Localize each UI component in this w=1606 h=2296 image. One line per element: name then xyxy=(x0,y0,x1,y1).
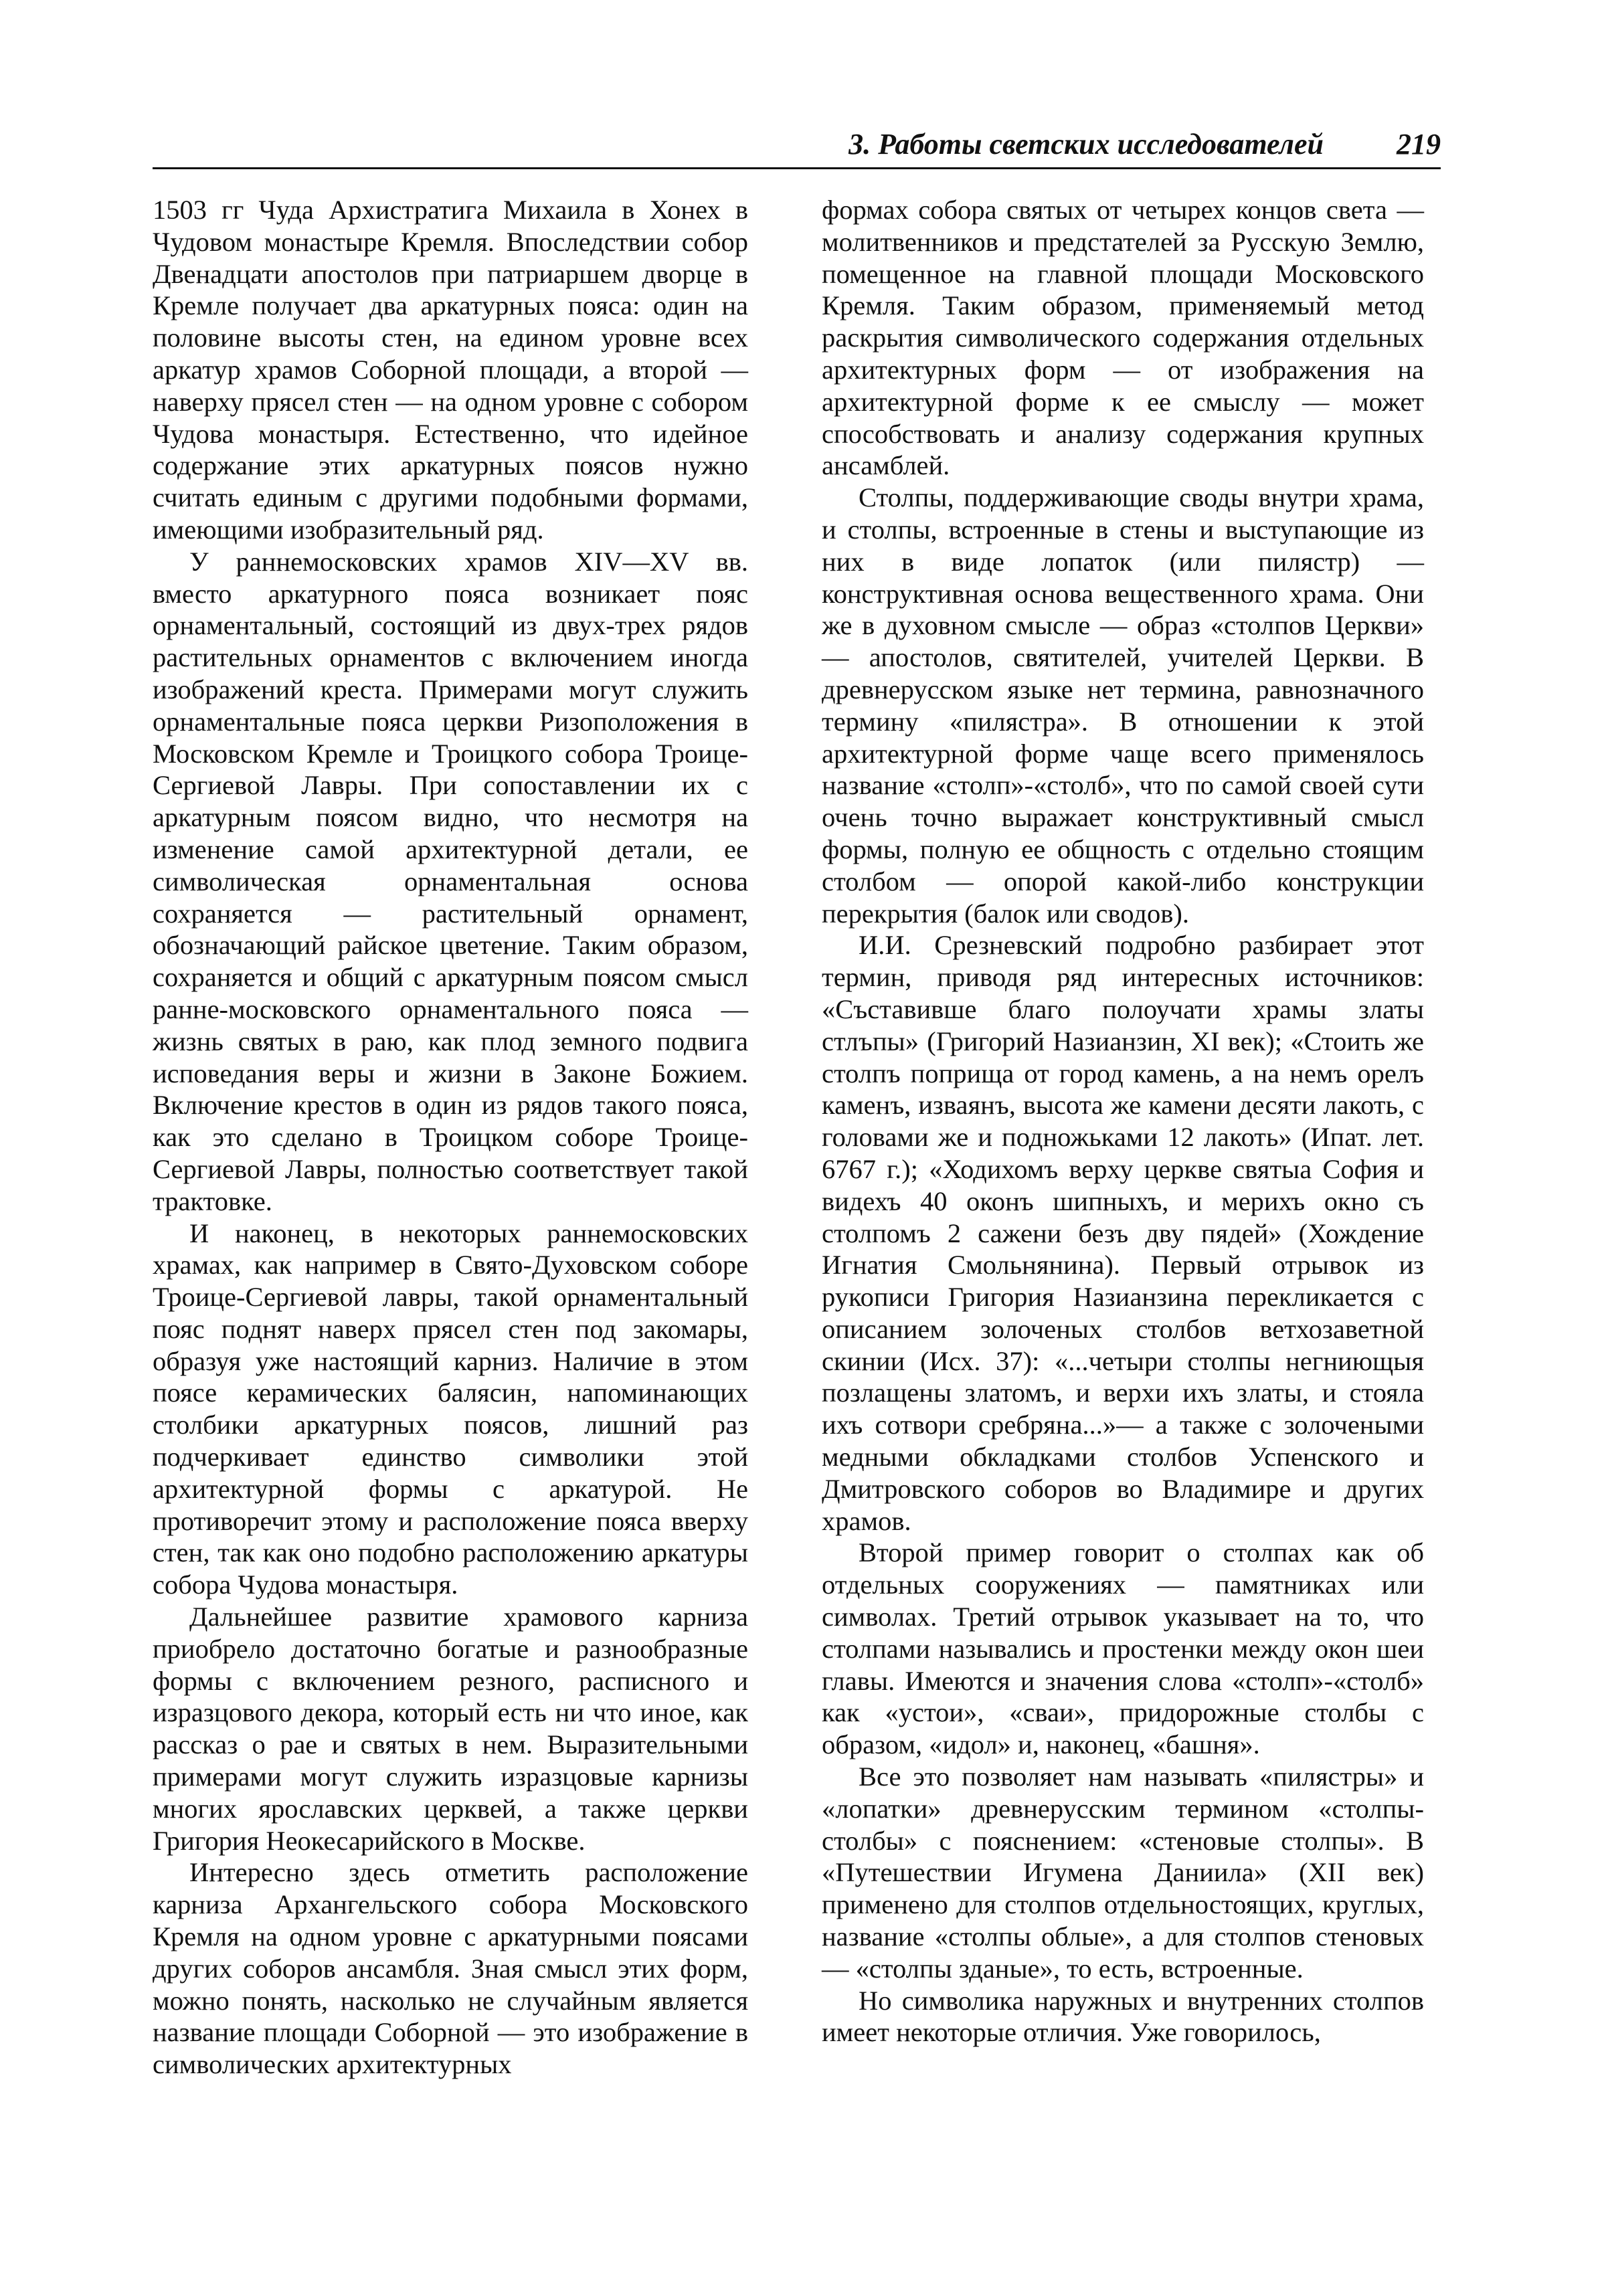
right-column xyxy=(822,194,1424,2048)
paragraph: У раннемосковских храмов XIV—XV вв. вместо аркатурного пояса возникает пояс орнаментальный, состоящий из двух-трех рядов растительных орнаментов с включением иногда изображений креста. Примерами могут служить орнаментальные пояса церкви Ризоположения в Московском Кремле и Троицкого собора Троице-Сергиевой Лавры. При сопоставлении их с аркатурным поясом видно, что несмотря на изменение самой архитектурной детали, ее символическая орнаментальная основа сохраняется — растительный орнамент, обозначающий райское цветение. Таким образом, сохраняется и общий с аркатурным поясом смысл ранне-московского орнаментального пояса — жизнь святых в раю, как плод земного подвига исповедания веры и жизни в Законе Божием. Включение крестов в один из рядов такого пояса, как это сделано в Троицком соборе Троице-Сергиевой Лавры, полностью соответствует такой трактовке. xyxy=(153,546,748,1216)
running-title: 3. Работы светских исследователей xyxy=(849,128,1324,161)
page-number: 219 xyxy=(1397,128,1441,161)
page-header xyxy=(153,126,1441,169)
paragraph: формах собора святых от четырех концов света — молитвенников и предстателей за Русскую Землю, помещенное на главной площади Московского Кремля. Таким образом, применяемый метод раскрытия символического содержания отдельных архитектурных форм — от изображения на архитектурной форме к ее смыслу — может способствовать и анализу содержания крупных ансамблей. xyxy=(822,195,1424,481)
paragraph: Но символика наружных и внутренних столпов имеет некоторые отличия. Уже говорилось, xyxy=(822,1985,1424,2048)
left-column xyxy=(153,194,748,2081)
paragraph: Все это позволяет нам называть «пилястры» и «лопатки» древнерусским термином «столпы-столбы» с пояснением: «стеновые столпы». В «Путешествии Игумена Даниила» (XII век) применено для столпов отдельностоящих, круглых, название «столпы облые», а для столпов стеновых — «столпы зданые», то есть, встроенные. xyxy=(822,1761,1424,1984)
paragraph: 1503 гг Чуда Архистратига Михаила в Хонех в Чудовом монастыре Кремля. Впоследствии собор Двенадцати апостолов при патриаршем дворце в Кремле получает два аркатурных пояса: один на половине высоты стен, на едином уровне всех аркатур храмов Соборной площади, а второй — наверху прясел стен — на одном уровне с собором Чудова монастыря. Естественно, что идейное содержание этих аркатурных поясов нужно считать единым с другими подобными формами, имеющими изобразительный ряд. xyxy=(153,195,748,545)
paragraph: И.И. Срезневский подробно разбирает этот термин, приводя ряд интересных источников: «Съставивше благо полоучати храмы златы стлъпы» (Григорий Назианзин, XI век); «Стоить же столпъ поприща от город камень, а на немъ орелъ каменъ, изваянъ, высота же камени десяти лакоть, с головами же и подножьками 12 лакоть» (Ипат. лет. 6767 г.); «Ходихомъ верху церкве святыа София и видехъ 40 оконъ шипныхъ, и мерихъ окно съ столпомъ 2 сажени безъ дву пядей» (Хождение Игнатия Смольнянина). Первый отрывок из рукописи Григория Назианзина перекликается с описанием золоченых столбов ветхозаветной скинии (Исх. 37): «...четыри столпы негниющыя позлащены златомъ, и верхи ихъ златы, и стояла ихъ сотвори сребряна...»— а также с золочеными медными обкладками столбов Успенского и Дмитровского соборов во Владимире и других храмов. xyxy=(822,930,1424,1536)
paragraph: Дальнейшее развитие храмового карниза приобрело достаточно богатые и разнообразные формы с включением резного, расписного и изразцового декора, который есть ни что иное, как рассказ о рае и святых в нем. Выразительными примерами могут служить изразцовые карнизы многих ярославских церквей, а также церкви Григория Неокесарийского в Москве. xyxy=(153,1602,748,1856)
paragraph: Столпы, поддерживающие своды внутри храма, и столпы, встроенные в стены и выступающие из них в виде лопаток (или пилястр) — конструктивная основа вещественного храма. Они же в духовном смысле — образ «столпов Церкви» — апостолов, святителей, учителей Церкви. В древнерусском языке нет термина, равнозначного термину «пилястра». В отношении к этой архитектурной форме чаще всего применялось название «столп»-«столб», что по самой своей сути очень точно выражает конструктивный смысл формы, полную ее общность с отдельно стоящим столбом — опорой какой-либо конструкции перекрытия (балок или сводов). xyxy=(822,482,1424,929)
paragraph: Интересно здесь отметить расположение карниза Архангельского собора Московского Кремля на одном уровне с аркатурными поясами других соборов ансамбля. Зная смысл этих форм, можно понять, насколько не случайным является название площади Соборной — это изображение в символических архитектурных xyxy=(153,1857,748,2080)
paragraph: Второй пример говорит о столпах как об отдельных сооружениях — памятниках или символах. Третий отрывок указывает на то, что столпами назывались и простенки между окон шеи главы. Имеются и значения слова «столп»-«столб» как «устои», «сваи», придорожные столбы с образом, «идол» и, наконец, «башня». xyxy=(822,1537,1424,1760)
paragraph: И наконец, в некоторых раннемосковских храмах, как например в Свято-Духовском соборе Троице-Сергиевой лавры, такой орнаментальный пояс поднят наверх прясел стен под закомары, образуя уже настоящий карниз. Наличие в этом поясе керамических балясин, напоминающих столбики аркатурных поясов, лишний раз подчеркивает единство символики этой архитектурной формы с аркатурой. Не противоречит этому и расположение пояса вверху стен, так как оно подобно расположению аркатуры собора Чудова монастыря. xyxy=(153,1218,748,1600)
